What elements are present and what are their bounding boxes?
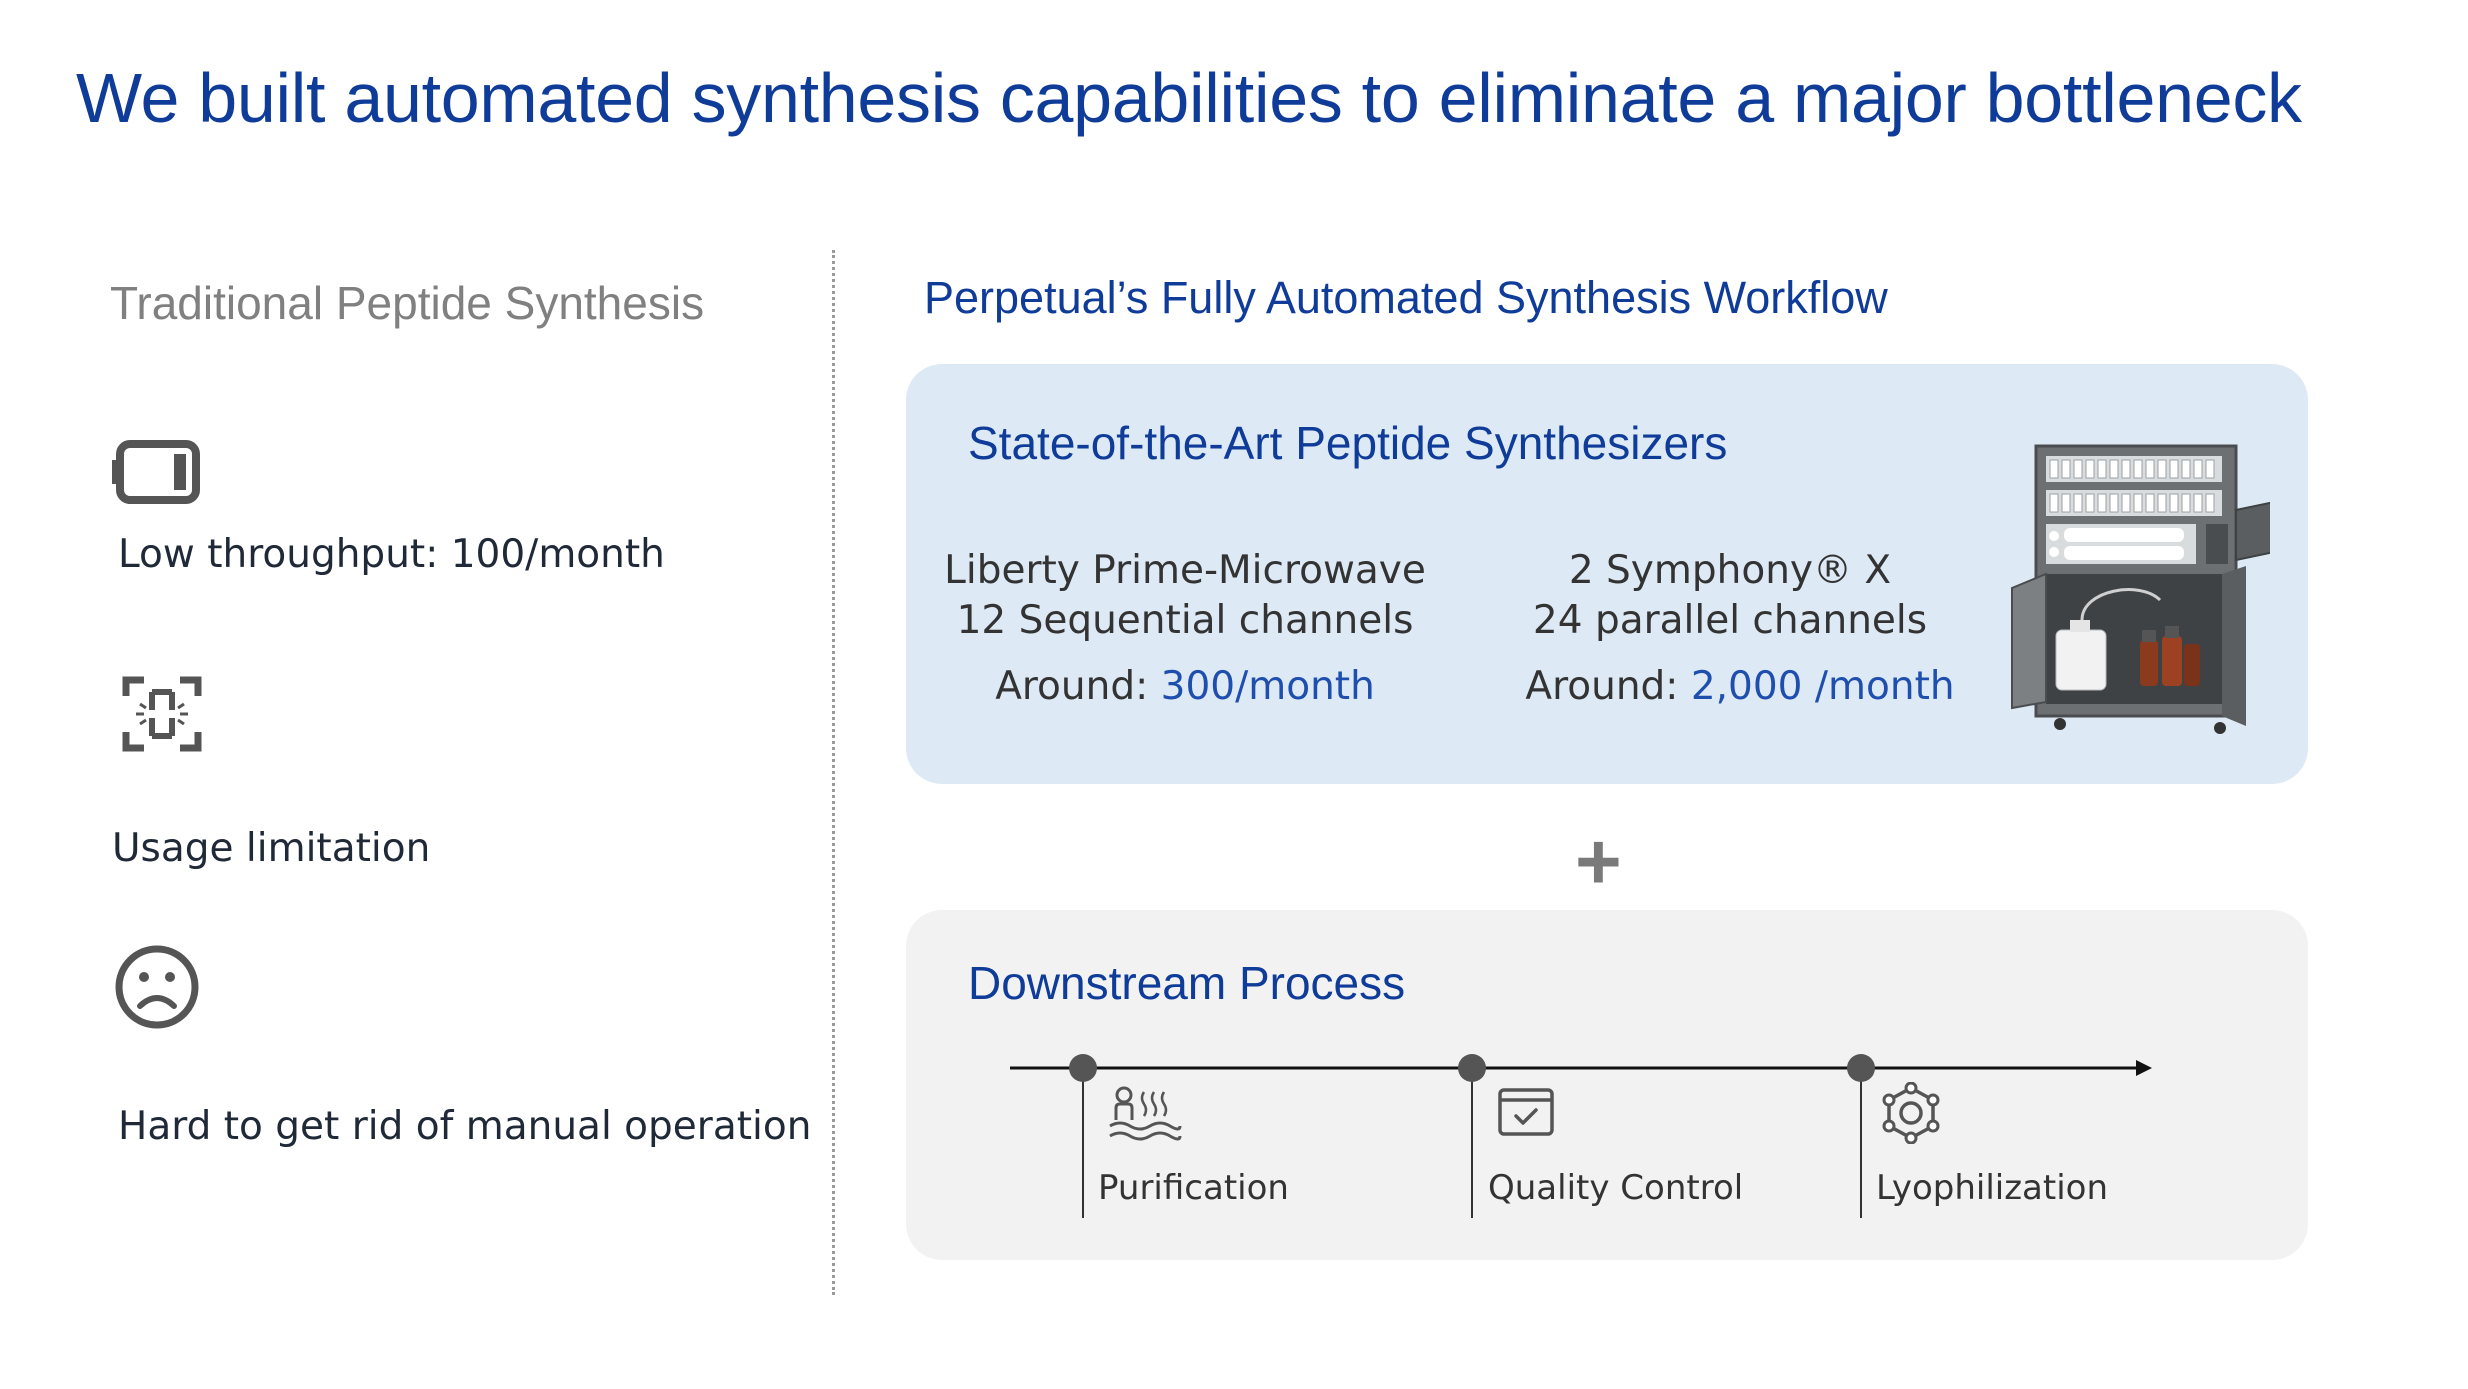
- sad-face-icon: [114, 944, 200, 1030]
- machine-channels: 12 Sequential channels: [956, 598, 1414, 643]
- usage-limit-icon: [122, 674, 202, 754]
- machine-name: 2 Symphony® X: [1568, 548, 1892, 593]
- step-lyophilization: Lyophilization: [1876, 1168, 2109, 1208]
- timeline-node: [1458, 1054, 1486, 1082]
- step-purification: Purification: [1098, 1168, 1289, 1208]
- column-divider: [832, 250, 835, 1295]
- machine-symphony-rate: [1480, 664, 2000, 709]
- synthesizers-title: State-of-the-Art Peptide Synthesizers: [968, 417, 1728, 469]
- plus-sign: +: [1575, 817, 1622, 906]
- rate-prefix: Around:: [1525, 664, 1691, 709]
- purification-icon: [1108, 1086, 1182, 1142]
- timeline-node: [1069, 1054, 1097, 1082]
- machine-liberty-rate: [900, 664, 1470, 709]
- battery-low-icon: [110, 440, 202, 506]
- rate-value: 2,000 /month: [1690, 664, 1955, 709]
- synthesizer-illustration: [1990, 440, 2270, 740]
- machine-name: Liberty Prime-Microwave: [944, 548, 1426, 593]
- workflow-heading: Perpetual’s Fully Automated Synthesis Workflow: [924, 272, 1888, 323]
- machine-channels: 24 parallel channels: [1532, 598, 1928, 643]
- low-throughput-text: Low throughput: 100/month: [118, 532, 665, 577]
- quality-control-icon: [1496, 1086, 1556, 1138]
- machine-symphony: [1480, 546, 1980, 646]
- rate-value: 300/month: [1160, 664, 1375, 709]
- timeline-arrowhead: [2136, 1060, 2152, 1076]
- manual-operation-text: Hard to get rid of manual operation: [118, 1104, 812, 1149]
- machine-liberty: [900, 546, 1470, 646]
- page-title: We built automated synthesis capabilities to eliminate a major bottleneck: [76, 59, 2302, 137]
- step-quality-control: Quality Control: [1488, 1168, 1744, 1208]
- timeline-node: [1847, 1054, 1875, 1082]
- usage-limitation-text: Usage limitation: [112, 826, 431, 871]
- rate-prefix: Around:: [995, 664, 1161, 709]
- downstream-title: Downstream Process: [968, 957, 1406, 1009]
- lyophilization-icon: [1880, 1082, 1942, 1144]
- traditional-heading: Traditional Peptide Synthesis: [110, 277, 705, 329]
